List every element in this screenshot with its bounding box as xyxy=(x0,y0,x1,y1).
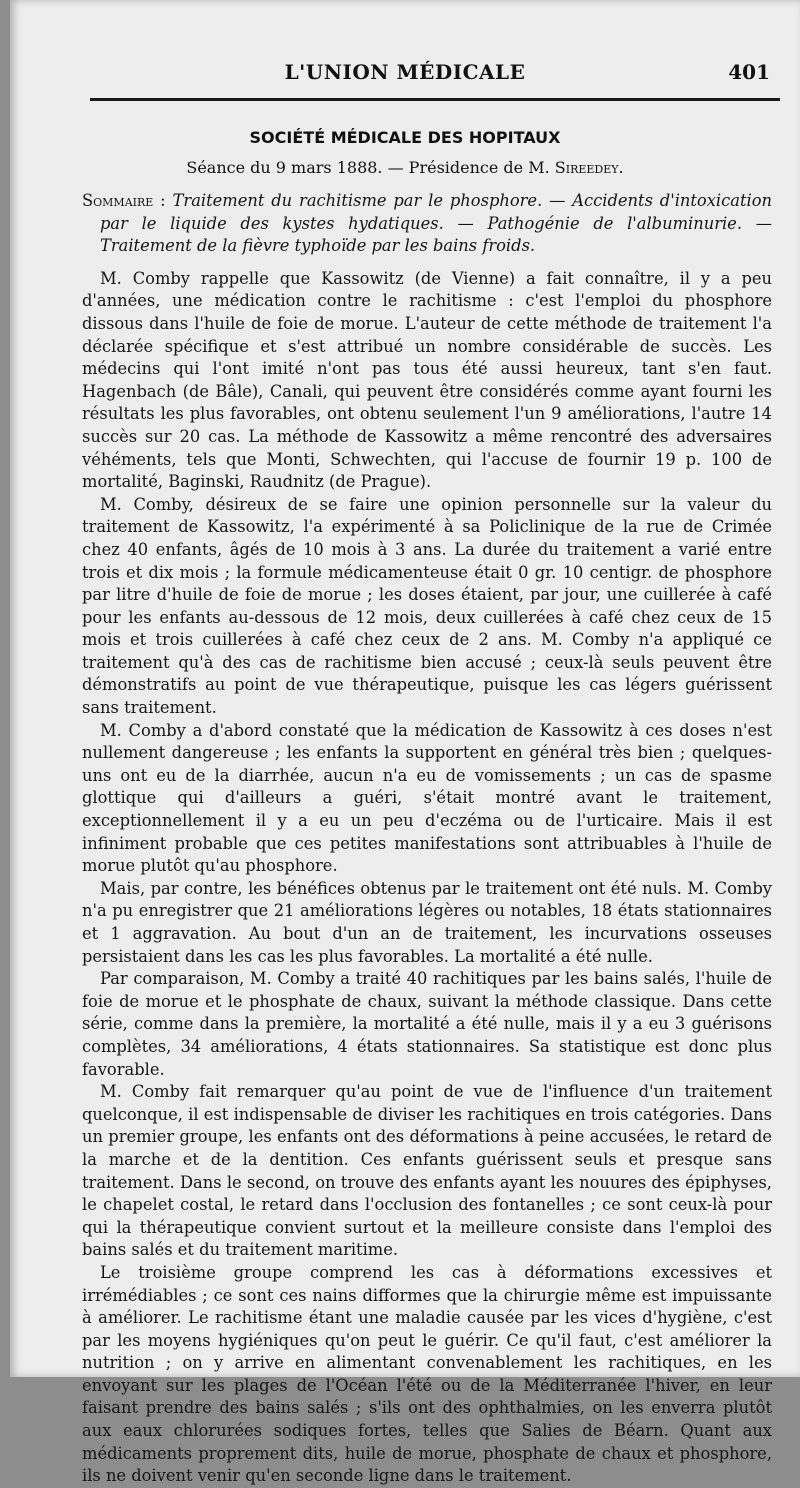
summary-label: Sommaire xyxy=(82,191,154,210)
summary-dash: — xyxy=(443,213,488,233)
session-line xyxy=(10,158,800,177)
summary xyxy=(82,190,772,258)
page-number: 401 xyxy=(728,60,770,84)
summary-dash: — xyxy=(542,191,573,210)
session-text: Séance du 9 mars 1888. — Présidence de M. xyxy=(186,158,550,177)
summary-separator: : xyxy=(153,191,173,210)
summary-item: Accidents d'intoxication par le liquide des kystes hydatiques. xyxy=(100,191,772,233)
journal-page xyxy=(10,0,800,1486)
header-rule xyxy=(90,98,780,101)
journal-title: L'UNION MÉDICALE xyxy=(284,60,526,84)
president-name: Sireedey. xyxy=(554,158,624,177)
paragraph: M. Comby fait remarquer qu'au point de vue de l'influence d'un traitement quelconque, il est indispensable de diviser les rachitiques en trois catégories. Dans un premier groupe, les enfants ont des déformations à peine accusées, le retard de la marche et de la dentition. Ces enfants guérissent seuls et presque sans traitement. Dans le second, on trouve des enfants ayant les nouures des épiphyses, le chapelet costal, le retard dans l'occlusion des fontanelles ; ce sont ceux-là pour qui la thérapeutique convient surtout et la meilleure consiste dans l'emploi des bains salés et du traitement maritime. xyxy=(82,1082,772,1260)
paragraph: M. Comby a d'abord constaté que la médication de Kassowitz à ces doses n'est nullement dangereuse ; les enfants la supportent en général très bien ; quelques-uns ont eu de la diarrhée, aucun n'a eu de vomissements ; un cas de spasme glottique qui d'ailleurs a guéri, s'était montré avant le traitement, exceptionnellement il y a eu un peu d'eczéma ou de l'urticaire. Mais il est infiniment probable que ces petites manifestations sont attribuables à l'huile de morue plutôt qu'au phosphore. xyxy=(82,720,772,876)
summary-dash: — xyxy=(742,213,772,233)
paragraph: Le troisième groupe comprend les cas à déformations excessives et irrémédiables ; ce sont ces nains difformes que la chirurgie même est impuissante à améliorer. Le rachitisme étant une maladie causée par les vices d'hygiène, c'est par les moyens hygiéniques qu'on peut le guérir. Ce qu'il faut, c'est améliorer la nutrition ; on y arrive en alimentant convenablement les rachitiques, en les envoyant sur les plages de l'Océan l'été ou de la Méditerranée l'hiver, en leur faisant prendre des bains salés ; s'ils ont des ophthalmies, on les enverra plutôt aux eaux chlorurées sodiques fortes, telles que Salies de Béarn. Quant aux médicaments proprement dits, huile de morue, phosphate de chaux et phosphore, ils ne doivent venir qu'en seconde ligne dans le traitement. xyxy=(82,1262,772,1486)
summary-item: Traitement de la fièvre typhoïde par les bains froids. xyxy=(100,236,536,256)
running-head xyxy=(10,56,800,92)
paragraph: M. Comby, désireux de se faire une opinion personnelle sur la valeur du traitement de Kassowitz, l'a expérimenté à sa Policlinique de la rue de Crimée chez 40 enfants, âgés de 10 mois à 3 ans. La durée du traitement a varié entre trois et dix mois ; la formule médicamenteuse était 0 gr. 10 centigr. de phosphore par litre d'huile de foie de morue ; les doses étaient, par jour, une cuillerée à café pour les enfants au-dessous de 12 mois, deux cuillerées à café chez ceux de 15 mois et trois cuillerées à café chez ceux de 2 ans. M. Comby n'a appliqué ce traitement qu'à des cas de rachitisme bien accusé ; ceux-là seuls peuvent être démonstratifs au point de vue thérapeutique, puisque les cas légers guérissent sans traitement. xyxy=(82,494,772,718)
paragraph: Par comparaison, M. Comby a traité 40 rachitiques par les bains salés, l'huile de foie de morue et le phosphate de chaux, suivant la méthode classique. Dans cette série, comme dans la première, la mortalité a été nulle, mais il y a eu 3 guérisons complètes, 34 améliorations, 4 états stationnaires. Sa statistique est donc plus favorable. xyxy=(82,969,772,1079)
section-title: SOCIÉTÉ MÉDICALE DES HOPITAUX xyxy=(249,128,561,147)
summary-item: Pathogénie de l'albuminurie. xyxy=(487,213,742,233)
paragraph: M. Comby rappelle que Kassowitz (de Vienne) a fait connaître, il y a peu d'années, une médication contre le rachitisme : c'est l'emploi du phosphore dissous dans l'huile de foie de morue. L'auteur de cette méthode de traitement l'a déclarée spécifique et s'est attribué un nombre considérable de succès. Les médecins qui l'ont imité n'ont pas tous été aussi heureux, tant s'en faut. Hagenbach (de Bâle), Canali, qui peuvent être considérés comme ayant fourni les résultats les plus favorables, ont obtenu seulement l'un 9 améliorations, l'autre 14 succès sur 20 cas. La méthode de Kassowitz a même rencontré des adversaires véhéments, tels que Monti, Schwechten, qui l'accuse de fournir 19 p. 100 de mortalité, Baginski, Raudnitz (de Prague). xyxy=(82,268,772,492)
summary-item: Traitement du rachitisme par le phosphore. xyxy=(172,191,543,210)
paragraph: Mais, par contre, les bénéfices obtenus par le traitement ont été nuls. M. Comby n'a pu enregistrer que 21 améliorations légères ou notables, 18 états stationnaires et 1 aggravation. Au bout d'un an de traitement, les incurvations osseuses persistaient dans les cas les plus favorables. La mortalité a été nulle. xyxy=(82,878,772,966)
article-body xyxy=(82,190,772,1488)
